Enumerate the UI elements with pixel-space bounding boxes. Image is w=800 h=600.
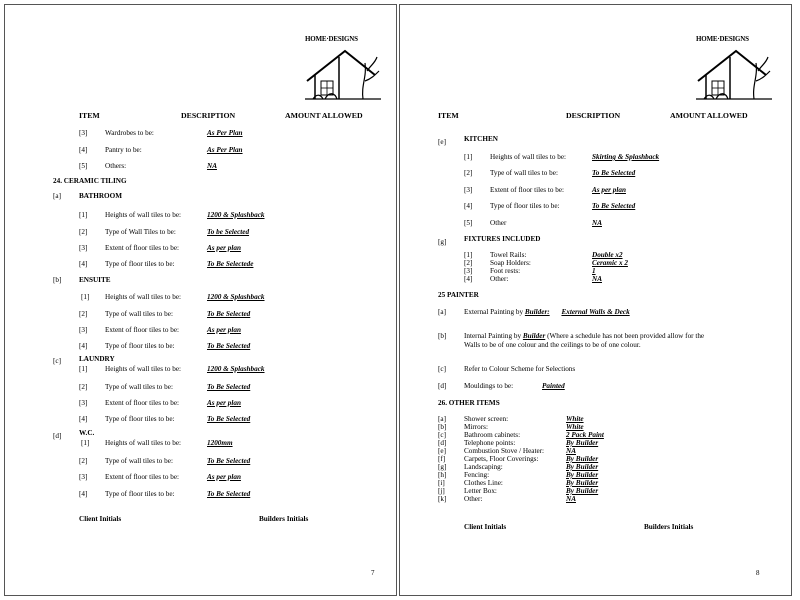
- row-value: By Builder: [566, 471, 599, 479]
- row-value: To Be Selected: [592, 169, 636, 177]
- row-number: [2]: [79, 310, 88, 318]
- row-label: Wardrobes to be:: [105, 129, 154, 137]
- group-title: FIXTURES INCLUDED: [464, 235, 541, 243]
- row-number: [2]: [79, 383, 88, 391]
- row-number: [4]: [464, 275, 473, 283]
- painter-internal-prefix: Internal Painting by: [464, 332, 522, 340]
- painter-external-value: External Walls & Deck: [561, 308, 630, 316]
- row-value: NA: [207, 162, 217, 170]
- row-label: Fencing:: [464, 471, 490, 479]
- row-value: 2 Pack Paint: [566, 431, 604, 439]
- painter-internal-builder: Builder: [522, 332, 546, 340]
- row-number: [4]: [79, 146, 88, 154]
- builders-initials-label: Builders Initials: [259, 515, 309, 523]
- row-label: Type of wall tiles to be:: [490, 169, 558, 177]
- row-letter: [i]: [438, 479, 445, 487]
- row-label: Type of floor tiles to be:: [105, 260, 175, 268]
- row-value: NA: [566, 495, 576, 503]
- row-label: Type of floor tiles to be:: [490, 202, 560, 210]
- row-label: Letter Box:: [464, 487, 497, 495]
- row-number: [1]: [79, 211, 88, 219]
- row-value: As per plan: [207, 473, 241, 481]
- row-number: [3]: [79, 326, 88, 334]
- row-value: Ceramic x 2: [592, 259, 628, 267]
- row-value: By Builder: [566, 487, 599, 495]
- row-label: Extent of floor tiles to be:: [105, 473, 180, 481]
- group-title: BATHROOM: [79, 192, 122, 200]
- section-title: 25 PAINTER: [438, 291, 479, 299]
- painter-internal-line2: Walls to be of one colour and the ceilings to be of one colour.: [464, 341, 641, 349]
- painter-external-row: [464, 308, 630, 316]
- row-letter: [e]: [438, 447, 446, 455]
- row-value: Skirting & Splashback: [592, 153, 660, 161]
- row-label: Type of wall tiles to be:: [105, 457, 173, 465]
- row-label: Type of Wall Tiles to be:: [105, 228, 176, 236]
- row-value: As Per Plan: [207, 146, 243, 154]
- row-value: To Be Selected: [592, 202, 636, 210]
- row-label: Extent of floor tiles to be:: [490, 186, 565, 194]
- row-label: Others:: [105, 162, 127, 170]
- row-letter: [k]: [438, 495, 447, 503]
- row-number: [3]: [464, 186, 473, 194]
- row-letter: [c]: [438, 431, 446, 439]
- row-value: 1: [592, 267, 596, 275]
- row-number: [2]: [464, 259, 473, 267]
- row-number: [2]: [79, 228, 88, 236]
- row-value: By Builder: [566, 455, 599, 463]
- row-number: [1]: [81, 439, 90, 447]
- row-label: Telephone points:: [464, 439, 516, 447]
- home-designs-logo: [696, 35, 774, 103]
- row-value: To be Selected: [207, 228, 250, 236]
- group-title: W.C.: [79, 429, 95, 437]
- row-value: To Be Selected: [207, 342, 251, 350]
- row-value: As per plan: [592, 186, 626, 194]
- section-title: 24. CERAMIC TILING: [53, 177, 127, 185]
- row-number: [3]: [79, 473, 88, 481]
- home-designs-logo: [305, 35, 383, 103]
- row-value: To Be Selected: [207, 310, 251, 318]
- row-label: Clothes Line:: [464, 479, 503, 487]
- row-label: Heights of wall tiles to be:: [490, 153, 567, 161]
- mouldings-label: Mouldings to be:: [464, 382, 514, 390]
- row-value: 1200 & Splashback: [207, 293, 265, 301]
- row-value: By Builder: [566, 439, 599, 447]
- row-label: Other: [490, 219, 507, 227]
- row-number: [1]: [81, 293, 90, 301]
- row-number: [2]: [79, 457, 88, 465]
- row-number: [3]: [79, 244, 88, 252]
- painter-internal-text: (Where a schedule has not been provided allow for the: [547, 332, 705, 340]
- row-letter: [j]: [438, 487, 445, 495]
- mouldings-value: Painted: [542, 382, 565, 390]
- row-value: To Be Selectede: [207, 260, 254, 268]
- item-letter: [d]: [438, 382, 447, 390]
- builders-initials-label: Builders Initials: [644, 523, 694, 531]
- painter-external-builder: Builder:: [524, 308, 550, 316]
- row-label: Shower screen:: [464, 415, 509, 423]
- logo-text: HOME·DESIGNS: [696, 35, 749, 43]
- row-label: Type of floor tiles to be:: [105, 342, 175, 350]
- row-letter: [b]: [438, 423, 447, 431]
- row-letter: [g]: [438, 463, 447, 471]
- group-letter: [g]: [438, 238, 447, 246]
- row-label: Combustion Stove / Heater:: [464, 447, 545, 455]
- page-number: 8: [756, 569, 760, 577]
- row-value: NA: [592, 275, 602, 283]
- row-value: 1200 & Splashback: [207, 365, 265, 373]
- logo-text: HOME·DESIGNS: [305, 35, 358, 43]
- group-letter: [c]: [53, 357, 61, 365]
- row-label: Type of wall tiles to be:: [105, 383, 173, 391]
- row-label: Bathroom cabinets:: [464, 431, 521, 439]
- row-number: [4]: [79, 342, 88, 350]
- row-label: Type of floor tiles to be:: [105, 415, 175, 423]
- row-label: Heights of wall tiles to be:: [105, 293, 182, 301]
- row-letter: [f]: [438, 455, 446, 463]
- house-illustration-icon: [696, 41, 774, 103]
- row-label: Extent of floor tiles to be:: [105, 244, 180, 252]
- row-number: [1]: [464, 153, 473, 161]
- row-value: White: [566, 423, 584, 431]
- page-7: [4, 4, 397, 596]
- row-number: [5]: [79, 162, 88, 170]
- row-value: 1200 & Splashback: [207, 211, 265, 219]
- row-number: [4]: [79, 260, 88, 268]
- painter-external-label: External Painting by: [464, 308, 524, 316]
- row-number: [4]: [464, 202, 473, 210]
- column-header-item: ITEM: [79, 111, 100, 120]
- group-letter: [d]: [53, 432, 62, 440]
- row-value: By Builder: [566, 463, 599, 471]
- row-label: Other:: [464, 495, 483, 503]
- row-label: Extent of floor tiles to be:: [105, 326, 180, 334]
- row-number: [1]: [464, 251, 473, 259]
- column-header-item: ITEM: [438, 111, 459, 120]
- row-label: Heights of wall tiles to be:: [105, 439, 182, 447]
- row-value: NA: [592, 219, 602, 227]
- row-number: [3]: [464, 267, 473, 275]
- row-label: Heights of wall tiles to be:: [105, 365, 182, 373]
- row-label: Soap Holders:: [490, 259, 531, 267]
- row-label: Pantry to be:: [105, 146, 142, 154]
- group-letter: [a]: [53, 192, 61, 200]
- row-value: As Per Plan: [207, 129, 243, 137]
- row-value: To Be Selected: [207, 457, 251, 465]
- column-header-amount: AMOUNT ALLOWED: [285, 111, 363, 120]
- column-header-amount: AMOUNT ALLOWED: [670, 111, 748, 120]
- row-number: [3]: [79, 399, 88, 407]
- house-illustration-icon: [305, 41, 383, 103]
- column-header-description: DESCRIPTION: [566, 111, 621, 120]
- row-label: Extent of floor tiles to be:: [105, 399, 180, 407]
- client-initials-label: Client Initials: [79, 515, 122, 523]
- page-number: 7: [371, 569, 375, 577]
- column-header-description: DESCRIPTION: [181, 111, 236, 120]
- row-letter: [h]: [438, 471, 447, 479]
- page-8: [399, 4, 792, 596]
- row-value: By Builder: [566, 479, 599, 487]
- row-label: Carpets, Floor Coverings:: [464, 455, 539, 463]
- row-letter: [a]: [438, 415, 446, 423]
- row-number: [2]: [464, 169, 473, 177]
- group-title: KITCHEN: [464, 135, 498, 143]
- row-label: Type of wall tiles to be:: [105, 310, 173, 318]
- row-number: [3]: [79, 129, 88, 137]
- row-value: NA: [566, 447, 576, 455]
- row-value: As per plan: [207, 244, 241, 252]
- row-label: Heights of wall tiles to be:: [105, 211, 182, 219]
- row-value: Double x2: [592, 251, 623, 259]
- group-letter: [e]: [438, 138, 446, 146]
- row-value: As per plan: [207, 399, 241, 407]
- section-title: 26. OTHER ITEMS: [438, 399, 500, 407]
- group-letter: [b]: [53, 276, 62, 284]
- row-label: Landscaping:: [464, 463, 503, 471]
- row-label: Other:: [490, 275, 509, 283]
- row-number: [4]: [79, 490, 88, 498]
- group-title: ENSUITE: [79, 276, 111, 284]
- row-value: 1200mm: [207, 439, 233, 447]
- painter-internal-line1: [464, 332, 704, 340]
- item-letter: [a]: [438, 308, 446, 316]
- colour-scheme-note: Refer to Colour Scheme for Selections: [464, 365, 576, 373]
- row-value: To Be Selected: [207, 490, 251, 498]
- row-number: [1]: [79, 365, 88, 373]
- row-value: White: [566, 415, 584, 423]
- row-value: To Be Selected: [207, 383, 251, 391]
- item-letter: [b]: [438, 332, 447, 340]
- row-label: Foot rests:: [490, 267, 521, 275]
- row-letter: [d]: [438, 439, 447, 447]
- group-title: LAUNDRY: [79, 355, 115, 363]
- row-label: Type of floor tiles to be:: [105, 490, 175, 498]
- row-label: Mirrors:: [464, 423, 488, 431]
- row-value: As per plan: [207, 326, 241, 334]
- row-label: Towel Rails:: [490, 251, 527, 259]
- row-number: [4]: [79, 415, 88, 423]
- row-number: [5]: [464, 219, 473, 227]
- row-value: To Be Selected: [207, 415, 251, 423]
- client-initials-label: Client Initials: [464, 523, 507, 531]
- item-letter: [c]: [438, 365, 446, 373]
